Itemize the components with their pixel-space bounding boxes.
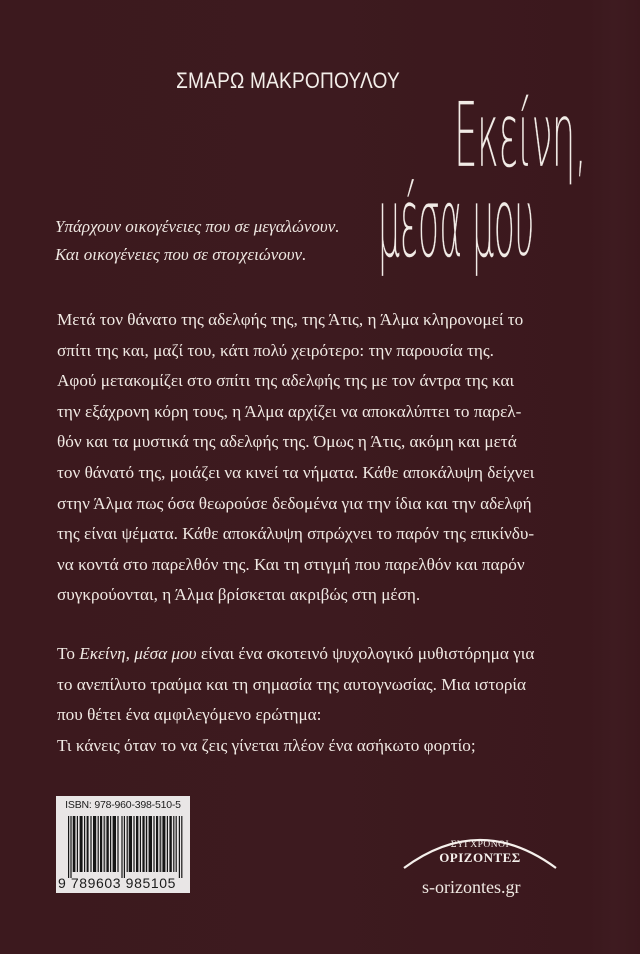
blurb-line: που θέτει ένα αμφιλεγόμενο ερώτημα: bbox=[57, 705, 322, 725]
blurb-line: σπίτι της και, μαζί του, κάτι πολύ χειρότερο: την παρουσία της. bbox=[57, 340, 494, 360]
blurb-text: Το bbox=[57, 644, 80, 663]
blurb-line: τον θάνατό της, μοιάζει να κινεί τα νήματα. Κάθε αποκάλυψη δείχνει bbox=[57, 462, 535, 482]
blurb-line: να κοντά στο παρελθόν της. Και τη στιγμή που παρελθόν και παρόν bbox=[57, 554, 525, 574]
blurb-question: Τι κάνεις όταν το να ζεις γίνεται πλέον ένα ασήκωτο φορτίο; bbox=[57, 735, 476, 755]
barcode-icon bbox=[68, 816, 183, 878]
book-title-line-1: Εκείνη, bbox=[454, 84, 586, 189]
isbn-label: ISBN: 978-960-398-510-5 bbox=[65, 799, 181, 811]
tagline bbox=[55, 213, 340, 269]
blurb-paragraph-1 bbox=[57, 305, 587, 611]
blurb-line: Αφού μετακομίζει στο σπίτι της αδελφής της με τον άντρα της και bbox=[57, 371, 515, 391]
blurb-line: στην Άλμα πως όσα θεωρούσε δεδομένα για την ίδια και την αδελφή bbox=[57, 493, 532, 513]
tagline-line: Υπάρχουν οικογένειες που σε μεγαλώνουν. bbox=[55, 217, 340, 236]
author-name: ΣΜΑΡΩ ΜΑΚΡΟΠΟΥΛΟΥ bbox=[176, 68, 400, 93]
blurb-line: Μετά τον θάνατο της αδελφής της, της Άτις, η Άλμα κληρονομεί το bbox=[57, 310, 524, 329]
tagline-line: Και οικογένειες που σε στοιχειώνουν. bbox=[55, 245, 307, 264]
book-title-line-2: μέσα μου bbox=[378, 168, 534, 280]
blurb-paragraph-2 bbox=[57, 639, 587, 761]
blurb-line: το ανεπίλυτο τραύμα και τη σημασία της αυτογνωσίας. Μια ιστορία bbox=[57, 674, 527, 694]
barcode-digits: 9 789603 985105 bbox=[58, 875, 176, 891]
isbn-barcode bbox=[56, 796, 190, 893]
publisher-website: s-orizontes.gr bbox=[422, 877, 521, 897]
blurb-line: της είναι ψέματα. Κάθε αποκάλυψη σπρώχνει το παρόν της επικίνδυ- bbox=[57, 524, 535, 544]
publisher-name-bottom: ΟΡΙΖΟΝΤΕΣ bbox=[439, 850, 521, 865]
book-title-inline: Εκείνη, μέσα μου bbox=[79, 644, 197, 663]
blurb-text: είναι ένα σκοτεινό ψυχολογικό μυθιστόρημα για bbox=[196, 644, 535, 663]
blurb-line bbox=[57, 639, 587, 670]
blurb-line: θόν και τα μυστικά της αδελφής της. Όμως η Άτις, ακόμη και μετά bbox=[57, 432, 517, 452]
blurb-line: συγκρούονται, η Άλμα βρίσκεται ακριβώς στη μέση. bbox=[57, 585, 421, 605]
blurb-line: την εξάχρονη κόρη τους, η Άλμα αρχίζει να αποκαλύπτει το παρελ- bbox=[57, 401, 522, 421]
publisher-logo bbox=[400, 820, 560, 870]
publisher-name-top: ΣΥΓΧΡΟΝΟΙ bbox=[450, 840, 510, 850]
